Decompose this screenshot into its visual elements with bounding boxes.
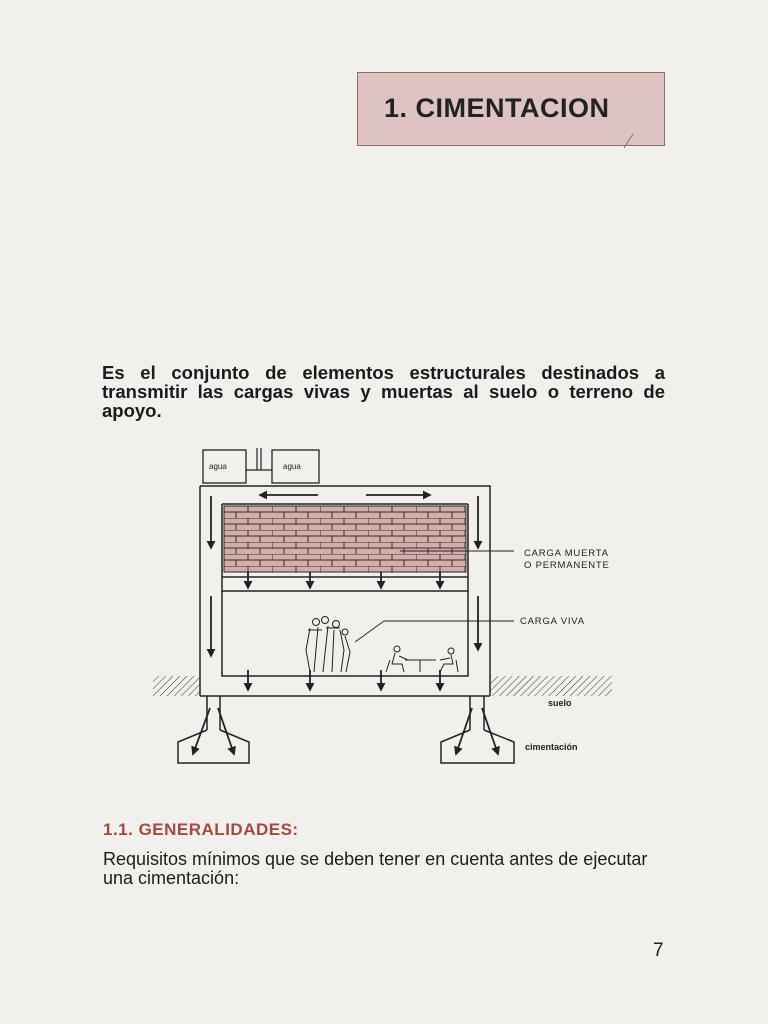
intro-paragraph: Es el conjunto de elementos estructurales destinados a transmitir las cargas vivas y muertas al suelo o terreno de apoyo. bbox=[102, 362, 665, 421]
chapter-title: 1. CIMENTACION bbox=[384, 93, 610, 123]
tank-label-left: agua bbox=[209, 462, 227, 471]
footing-left bbox=[178, 730, 249, 763]
brick-wall bbox=[224, 506, 466, 572]
section-heading: 1.1. GENERALIDADES: bbox=[103, 820, 299, 839]
soil-label: suelo bbox=[548, 698, 572, 708]
section-paragraph: Requisitos mínimos que se deben tener en cuenta antes de ejecutar una cimentación: bbox=[103, 849, 648, 888]
live-load-label: CARGA VIVA bbox=[520, 616, 585, 627]
dead-load-label-line1: CARGA MUERTA bbox=[524, 548, 609, 559]
soil-hatch-left bbox=[153, 676, 200, 696]
page-number: 7 bbox=[653, 940, 664, 961]
soil-hatch-right bbox=[490, 676, 612, 696]
footing-right bbox=[441, 730, 514, 763]
water-tanks bbox=[203, 448, 319, 483]
dead-load-label-line2: O PERMANENTE bbox=[524, 560, 610, 571]
foundation-label: cimentación bbox=[525, 742, 578, 752]
tank-label-right: agua bbox=[283, 462, 301, 471]
people-illustration bbox=[306, 617, 458, 673]
